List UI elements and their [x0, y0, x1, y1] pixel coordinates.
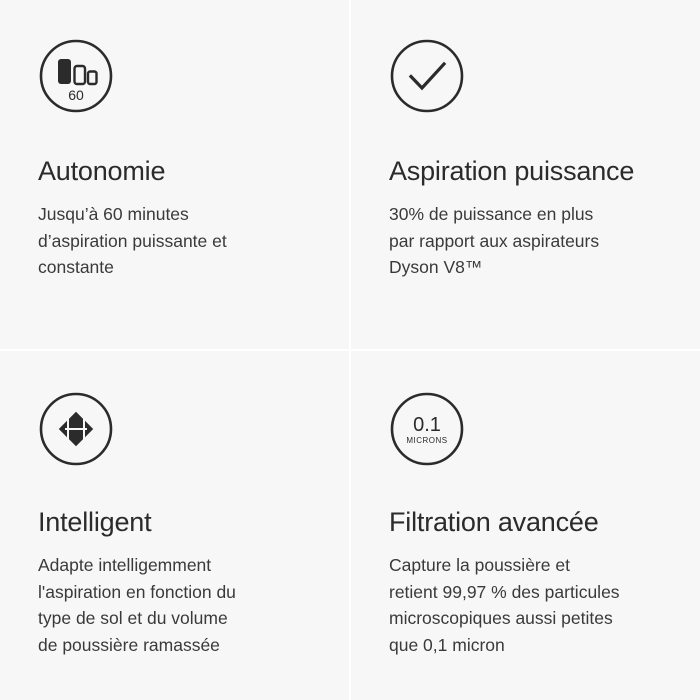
feature-card-aspiration-puissance: [351, 0, 700, 349]
feature-title: Aspiration puissance: [389, 156, 635, 186]
feature-line: 30% de puissance en plus: [389, 204, 594, 225]
feature-line: d’aspiration puissante et: [38, 230, 227, 251]
feature-line: type de sol et du volume: [38, 608, 228, 629]
feature-card-filtration-avancee: [351, 351, 700, 700]
feature-title: Intelligent: [38, 507, 152, 537]
battery-60-icon: [38, 38, 114, 114]
feature-line: microscopiques aussi petites: [389, 608, 613, 629]
checkmark-circle-icon: [389, 38, 465, 114]
feature-line: Adapte intelligemment: [38, 555, 212, 576]
feature-line: de poussière ramassée: [38, 634, 220, 655]
feature-description: [389, 552, 664, 658]
feature-line: que 0,1 micron: [389, 634, 505, 655]
feature-card-autonomie: [0, 0, 349, 349]
feature-title: Autonomie: [38, 156, 166, 186]
smart-diamond-icon: [38, 391, 114, 467]
battery-icon-label: 60: [68, 87, 84, 103]
feature-description: [38, 201, 313, 281]
feature-line: Capture la poussière et: [389, 555, 570, 576]
microns-icon-value: 0.1: [413, 414, 441, 436]
microns-icon-unit: MICRONS: [406, 436, 448, 445]
feature-card-intelligent: [0, 351, 349, 700]
feature-line: par rapport aux aspirateurs: [389, 230, 600, 251]
feature-title: Filtration avancée: [389, 507, 599, 537]
feature-line: Jusqu’à 60 minutes: [38, 204, 189, 225]
feature-line: retient 99,97 % des particules: [389, 581, 620, 602]
filtration-microns-icon: [389, 391, 465, 467]
feature-description: [38, 552, 313, 658]
feature-description: [389, 201, 664, 281]
feature-line: Dyson V8™: [389, 257, 483, 278]
feature-line: l'aspiration en fonction du: [38, 581, 236, 602]
feature-line: constante: [38, 257, 114, 278]
